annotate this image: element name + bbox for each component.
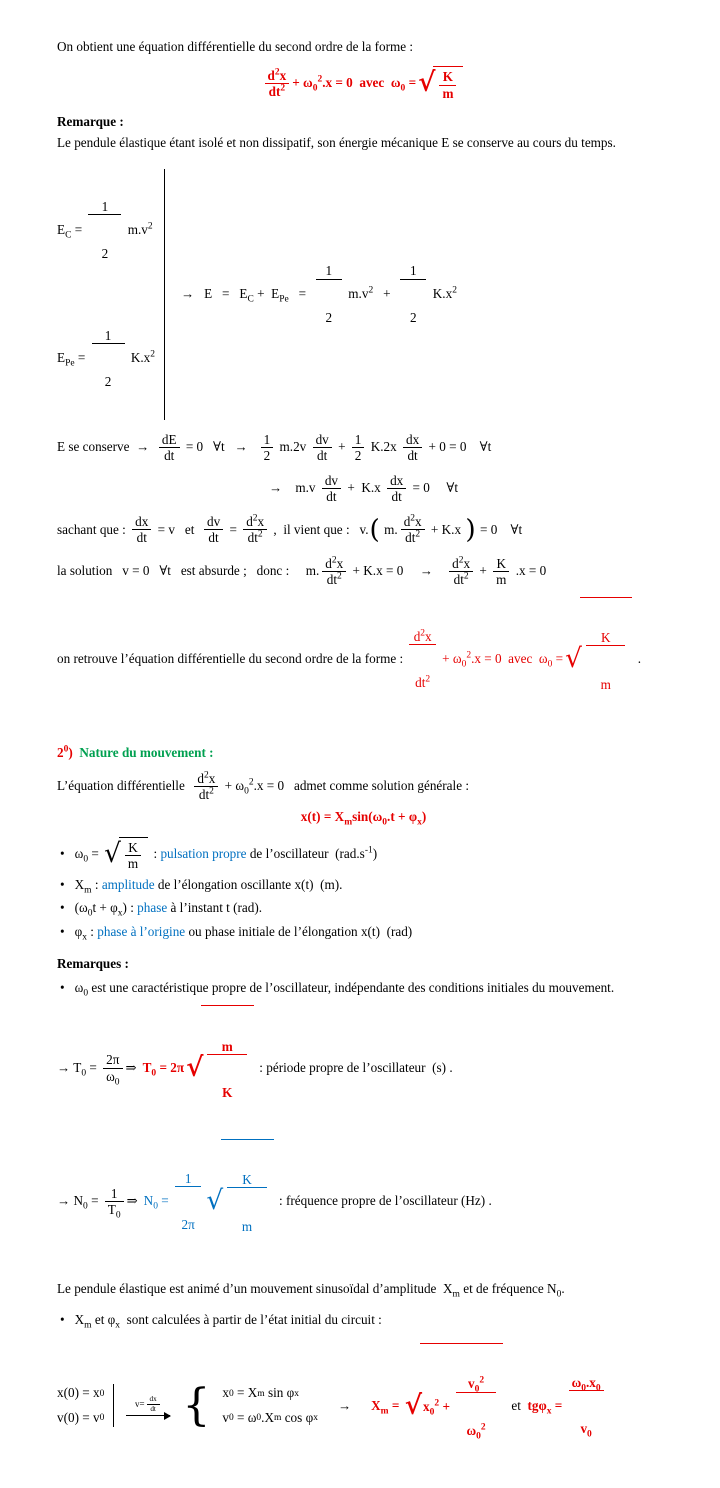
section-title: Nature du mouvement : xyxy=(76,745,214,761)
bullet-icon: • xyxy=(60,900,65,916)
fraction-K-m: $\frac{K}{m}$ xyxy=(227,1142,267,1264)
arrow-symbol: → xyxy=(337,1397,352,1413)
bullet-pulsation: • $\omega_0$ = √ $\frac{K}{m}$ : pulsation propre de l’oscillateur $(rad.s^{-1})$ xyxy=(60,837,378,871)
fraction-dx-dt: $\frac{dx}{dt}$ xyxy=(147,1395,160,1413)
initial-conditions: x(0) = x 0 v(0) = v 0 xyxy=(57,1384,114,1427)
implies-symbol: ⇒ xyxy=(126,1193,138,1209)
general-solution: $x(t) = X_m\sin(\omega_0.t + \varphi_x)$ xyxy=(300,809,427,828)
periode-propre-line: → $T_0$ = $\frac{2\pi}{\omega_0}$ ⇒ $T_0 = 2\pi$ √ $\frac{m}{K}$ : période propre de l’oscillateur (s) . xyxy=(57,1005,670,1130)
sachant-que-line: sachant que : $\frac{dx}{dt}$ = v et $\frac{dv}{dt}$ = $\frac{d^2x}{dt^2}$ , il vient que : v. ( m. $\frac{d^2x}{dt^2}$ + K.x ) = 0 ∀t xyxy=(57,513,523,546)
fraction-v02-omega02: $\frac{v_0^2}{\omega_0^2}$ xyxy=(456,1346,496,1468)
fraction-1-T0: $\frac{1}{T_0}$ xyxy=(105,1186,124,1217)
fraction-dv-dt: $\frac{dv}{dt}$ xyxy=(313,432,332,463)
amplitude-phase-result: $X_m$ = √ $x_0^2$ + $\frac{v_0^2}{\omega_0^2}$ et tgφ$_x$ = $\frac{\omega_0.x_0}{v_0}$ xyxy=(371,1343,607,1468)
arrow-icon xyxy=(126,1415,170,1416)
bullet-icon: • xyxy=(60,1311,65,1327)
radical-icon: √ xyxy=(565,643,582,675)
fraction-d2x-dt2: $\frac{d^2x}{dt^2}$ xyxy=(409,598,435,720)
square-root xyxy=(418,66,463,100)
periode-propre-formula: $T_0 = 2\pi$ √ $\frac{m}{K}$ xyxy=(137,1005,256,1130)
section-heading xyxy=(57,744,670,762)
bullet-icon: • xyxy=(60,923,65,939)
absurde-line: la solution v = 0 ∀t est absurde ; donc : m. $\frac{d^2x}{dt^2}$ + K.x = 0 → $\frac{d^2x}{dt^2}$ + $\frac{K}{m}$ .x = 0 xyxy=(57,555,547,587)
fraction-one-half: $\frac{1}{2}$ xyxy=(261,432,274,463)
fraction-K-m: $\frac{K}{m}$ xyxy=(439,69,456,100)
fraction-dx-dt: $\frac{dx}{dt}$ xyxy=(403,432,422,463)
fraction-d2x-dt2: $\frac{d^2x}{dt^2}$ xyxy=(449,556,473,587)
fraction-K-m: $\frac{K}{m}$ xyxy=(125,840,141,871)
kinetic-energy-line: $E_C$ = $\frac{1}{2}$ $m.v^2$ xyxy=(57,169,155,291)
remarque-title: Remarque : xyxy=(57,113,124,129)
fraction-omega0x0-v0: $\frac{\omega_0.x_0}{v_0}$ xyxy=(569,1345,604,1467)
frequence-propre-line: → $N_0$ = $\frac{1}{T_0}$ ⇒ $N_0$ = $\frac{1}{2\pi}$ √ $\frac{K}{m}$ : fréquence propre de l’oscillateur (Hz) . xyxy=(57,1139,670,1264)
remarque-text: Le pendule élastique étant isolé et non dissipatif, son énergie mécanique E se conserve au cours du temps. xyxy=(57,135,616,151)
fraction-K-m: $\frac{K}{m}$ xyxy=(586,600,626,722)
total-energy-line: → $E = E_C + E_{Pe}$ = $\frac{1}{2}$ $m.v^2$ + $\frac{1}{2}$ $K.x^2$ xyxy=(181,233,457,355)
energy-block xyxy=(57,169,670,420)
initial-conditions-block xyxy=(57,1343,670,1468)
bullet-amplitude: • $X_m$ : amplitude de l’élongation oscillante x(t) (m). xyxy=(60,876,343,896)
radical-icon: √ xyxy=(404,1389,423,1421)
implies-symbol: ⇒ xyxy=(125,1059,137,1075)
frac-denominator: $dt^2$ xyxy=(268,83,286,100)
square-root xyxy=(186,1005,254,1130)
right-paren: ) xyxy=(465,513,476,545)
labeled-arrow: v= $\frac{dx}{dt}$ xyxy=(126,1395,170,1416)
term-pulsation-propre: pulsation propre xyxy=(160,845,247,861)
fraction-m-K: $\frac{m}{K}$ xyxy=(207,1008,247,1130)
fraction-one-half: $\frac{1}{2}$ xyxy=(88,169,121,291)
potential-energy-line: $E_{Pe}$ = $\frac{1}{2}$ $K.x^2$ xyxy=(57,297,155,419)
remarques-title: Remarques : xyxy=(57,956,129,972)
fraction-d2x-dt2: $\frac{d^2x}{dt^2}$ xyxy=(194,771,218,802)
fraction-one-half: $\frac{1}{2}$ xyxy=(400,233,426,355)
fraction-d2x-dt2: $\frac{d^2x}{dt^2}$ xyxy=(322,556,346,587)
main-differential-equation xyxy=(57,66,670,100)
fraction-d2x-dt2: $\frac{d^2x}{dt^2}$ xyxy=(243,514,267,545)
fraction-one-half: $\frac{1}{2}$ xyxy=(352,432,365,463)
system-brace: { xyxy=(182,1379,211,1431)
radical-icon: √ xyxy=(206,1185,224,1217)
sinusoidal-text: Le pendule élastique est animé d’un mouvement sinusoïdal d’amplitude $X_m$ et de fréquence $N_0$. xyxy=(57,1281,565,1300)
bullet-icon: • xyxy=(60,845,65,861)
frequence-propre-formula: $N_0$ = $\frac{1}{2\pi}$ √ $\frac{K}{m}$ xyxy=(138,1139,276,1264)
bullet-phase: • $(\omega_0t + \varphi_x)$ : phase à l’instant t (rad). xyxy=(60,900,263,920)
retrouve-line: on retrouve l’équation différentielle du second ordre de la forme : $\frac{d^2x}{dt^2}$ + $\omega_0^2.x = 0$ avec $\omega_0$ = √ $\frac{K}{m}$ . xyxy=(57,597,670,722)
intermediate-equation: → m.v $\frac{dv}{dt}$ + K.x $\frac{dx}{dt}$ = 0 ∀t xyxy=(269,472,458,505)
radical-icon: √ xyxy=(186,1051,204,1083)
bullet-omega-caracteristique: • $\omega_0$ est une caractéristique propre de l’oscillateur, indépendante des conditions initiales du mouvement. xyxy=(60,979,615,999)
bullet-icon: • xyxy=(60,876,65,892)
energy-conservation-line: E se conserve → $\frac{dE}{dt}$ = 0 ∀t → $\frac{1}{2}$ m.2v $\frac{dv}{dt}$ + $\frac{1}{2}$ K.2x $\frac{dx}{dt}$ + 0 = 0 ∀t xyxy=(57,431,492,463)
square-root xyxy=(206,1139,273,1264)
radical-icon: √ xyxy=(418,67,436,99)
bullet-etat-initial: • $X_m$ et $\varphi_x$ sont calculées à partir de l’état initial du circuit : xyxy=(60,1311,382,1331)
fraction-dv-dt: $\frac{dv}{dt}$ xyxy=(322,473,341,504)
intro-text: On obtient une équation différentielle du second ordre de la forme : xyxy=(57,39,414,54)
square-root: √ $x_0^2$ + $\frac{v_0^2}{\omega_0^2}$ xyxy=(405,1343,503,1468)
fraction-dE-dt: $\frac{dE}{dt}$ xyxy=(159,432,180,463)
fraction-1-2pi: $\frac{1}{2\pi}$ xyxy=(175,1140,201,1262)
radical-icon: √ xyxy=(104,837,121,869)
term-phase-origine: phase à l’origine xyxy=(97,923,186,939)
square-root xyxy=(104,837,148,871)
bullet-icon: • xyxy=(60,979,65,995)
et-text: et xyxy=(504,1397,528,1413)
section-number: $2^0$) xyxy=(57,744,73,761)
term-phase: phase xyxy=(137,900,168,916)
term-amplitude: amplitude xyxy=(101,876,155,892)
left-paren: ( xyxy=(369,513,380,545)
equation-middle: + $\omega_0^2.x = 0$ avec $\omega_0$ = xyxy=(292,75,417,95)
energy-definitions xyxy=(57,169,165,420)
fraction-dx-dt: $\frac{dx}{dt}$ xyxy=(387,473,406,504)
system-equations: x 0 = X m sin φ x v 0 = ω 0 .X m cos φ x xyxy=(222,1385,318,1425)
fraction-2pi-omega0: $\frac{2\pi}{\omega_0}$ xyxy=(103,1052,122,1083)
bullet-phase-origine: • $\varphi_x$ : phase à l’origine ou phase initiale de l’élongation x(t) (rad) xyxy=(60,923,413,943)
fraction-dv-dt: $\frac{dv}{dt}$ xyxy=(204,514,223,545)
fraction-d2x-dt2 xyxy=(265,68,290,99)
fraction-one-half: $\frac{1}{2}$ xyxy=(92,297,125,419)
retrouve-equation: $\frac{d^2x}{dt^2}$ + $\omega_0^2.x = 0$ avec $\omega_0$ = √ $\frac{K}{m}$ xyxy=(406,597,634,722)
frac-numerator: $d^2x$ xyxy=(265,68,290,84)
solution-intro-line: L’équation différentielle $\frac{d^2x}{dt^2}$ + $\omega_0^2.x = 0$ admet comme solution générale : xyxy=(57,770,470,802)
fraction-one-half: $\frac{1}{2}$ xyxy=(316,233,342,355)
fraction-K-m: $\frac{K}{m}$ xyxy=(493,556,509,587)
square-root xyxy=(565,597,632,722)
fraction-d2x-dt2: $\frac{d^2x}{dt^2}$ xyxy=(401,514,425,545)
fraction-dx-dt: $\frac{dx}{dt}$ xyxy=(132,514,151,545)
